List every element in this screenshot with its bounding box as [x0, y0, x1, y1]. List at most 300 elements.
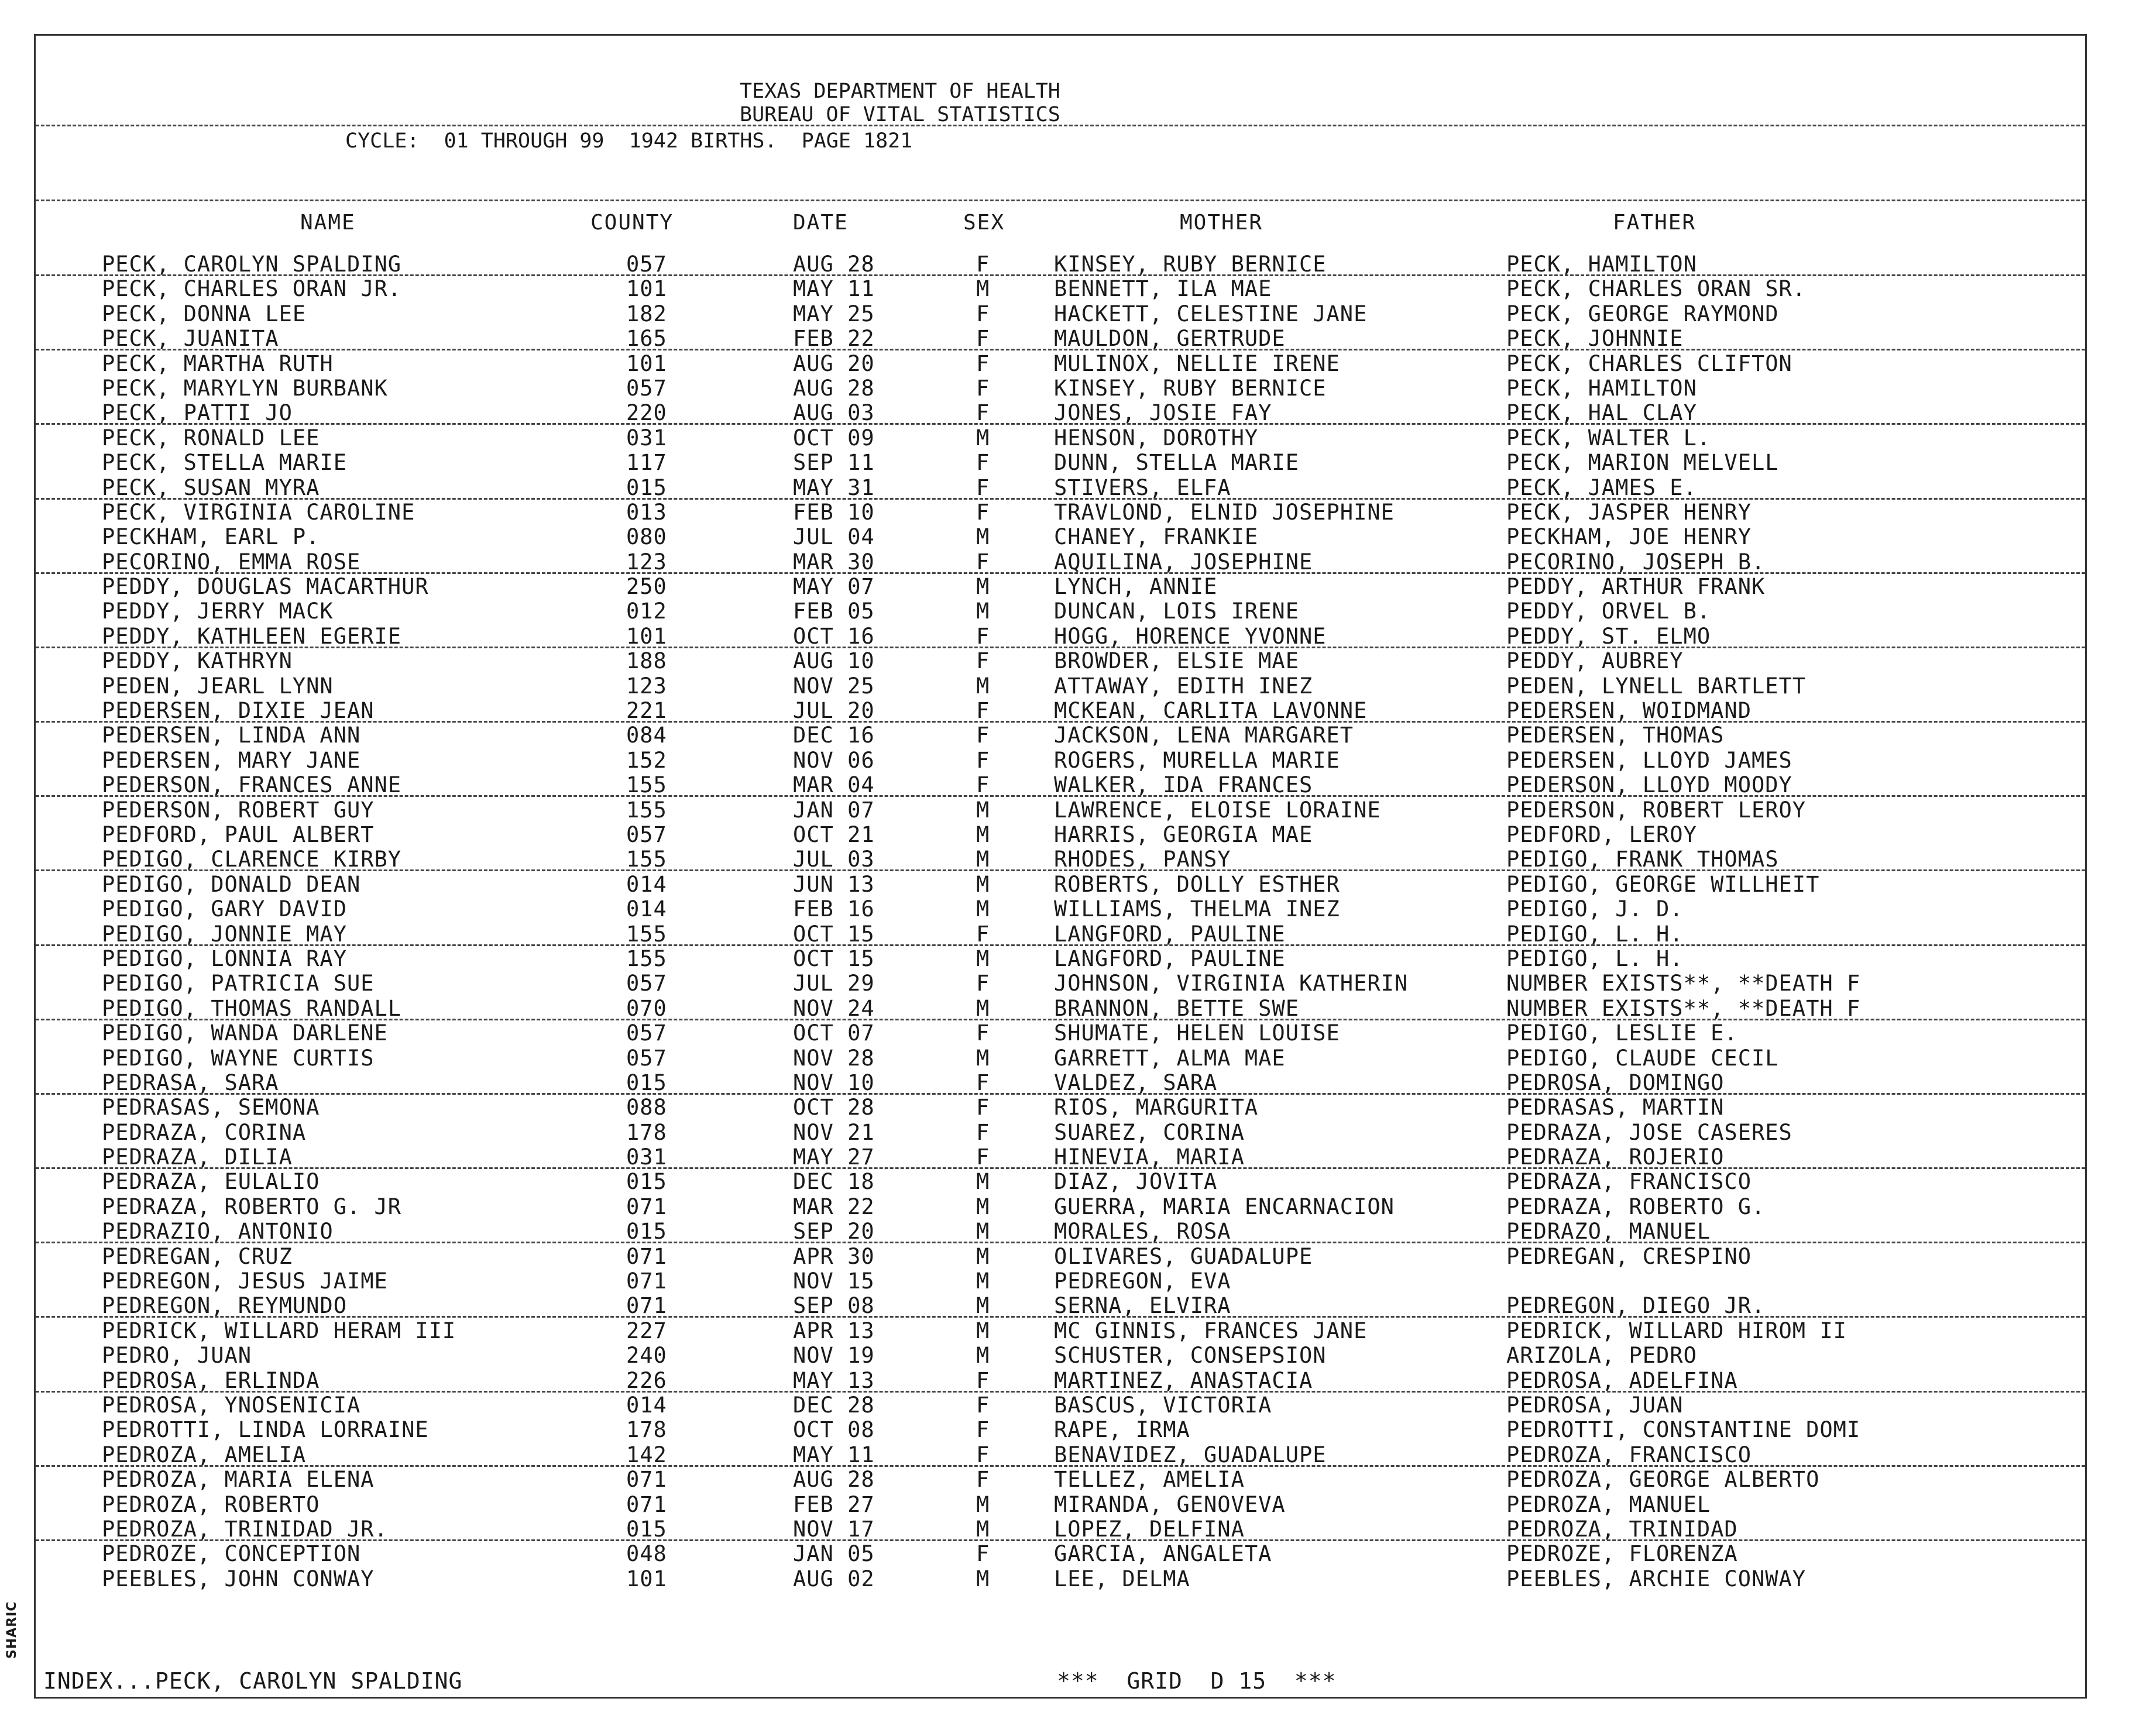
record-mother: BROWDER, ELSIE MAE — [1054, 648, 1299, 674]
record-row — [36, 773, 2085, 797]
record-mother: SCHUSTER, CONSEPSION — [1054, 1343, 1327, 1369]
column-header-rule — [36, 200, 2085, 201]
record-name: PECK, MARTHA RUTH — [102, 350, 334, 376]
record-date: MAY 11 — [793, 1442, 875, 1467]
record-sex: F — [976, 1467, 990, 1493]
record-date: SEP 08 — [793, 1293, 875, 1319]
record-father: PECK, WALTER L. — [1506, 425, 1711, 451]
record-row — [36, 1046, 2085, 1071]
record-mother: RHODES, PANSY — [1054, 847, 1231, 872]
record-mother: VALDEZ, SARA — [1054, 1070, 1218, 1095]
record-county: 155 — [626, 946, 667, 971]
record-father: PEDRASAS, MARTIN — [1506, 1095, 1725, 1120]
record-date: MAR 04 — [793, 772, 875, 798]
record-mother: HENSON, DOROTHY — [1054, 425, 1259, 451]
record-father: PECK, MARION MELVELL — [1506, 450, 1779, 476]
record-mother: HOGG, HORENCE YVONNE — [1054, 623, 1327, 649]
record-name: PECK, JUANITA — [102, 326, 279, 352]
record-mother: MIRANDA, GENOVEVA — [1054, 1491, 1286, 1517]
record-row — [36, 376, 2085, 401]
record-father: PEDIGO, L. H. — [1506, 946, 1684, 971]
record-sex: M — [976, 1318, 990, 1343]
record-father: PECK, JASPER HENRY — [1506, 499, 1752, 525]
record-mother: HARRIS, GEORGIA MAE — [1054, 821, 1313, 847]
record-county: 178 — [626, 1417, 667, 1443]
record-county: 101 — [626, 276, 667, 302]
record-row — [36, 1195, 2085, 1219]
record-county: 057 — [626, 252, 667, 277]
record-county: 015 — [626, 1516, 667, 1542]
record-date: JAN 05 — [793, 1541, 875, 1567]
record-row — [36, 575, 2085, 599]
record-date: OCT 15 — [793, 921, 875, 947]
header-cycle: CYCLE: 01 THROUGH 99 1942 BIRTHS. PAGE 1821 — [345, 129, 913, 153]
column-header-date: DATE — [793, 211, 849, 235]
record-county: 227 — [626, 1318, 667, 1343]
record-county: 015 — [626, 1070, 667, 1095]
record-county: 123 — [626, 549, 667, 575]
record-father: PEDROZE, FLORENZA — [1506, 1541, 1738, 1567]
record-sex: F — [976, 1095, 990, 1120]
record-father: PEDRAZA, ROBERTO G. — [1506, 1194, 1766, 1219]
record-mother: TRAVLOND, ELNID JOSEPHINE — [1054, 499, 1395, 525]
record-county: 057 — [626, 375, 667, 401]
record-sex: M — [976, 995, 990, 1021]
record-name: PEDIGO, WANDA DARLENE — [102, 1020, 388, 1046]
record-sex: F — [976, 400, 990, 426]
record-date: MAY 07 — [793, 574, 875, 600]
record-name: PECK, RONALD LEE — [102, 425, 320, 451]
record-name: PECK, DONNA LEE — [102, 301, 307, 326]
record-sex: M — [976, 524, 990, 550]
record-county: 015 — [626, 1219, 667, 1245]
record-county: 015 — [626, 1169, 667, 1195]
record-sex: F — [976, 1119, 990, 1145]
record-row — [36, 1418, 2085, 1442]
record-name: PEDEN, JEARL LYNN — [102, 673, 334, 699]
record-mother: SUAREZ, CORINA — [1054, 1119, 1245, 1145]
record-mother: LOPEZ, DELFINA — [1054, 1516, 1245, 1542]
record-name: PEDRO, JUAN — [102, 1343, 252, 1369]
record-mother: PEDREGON, EVA — [1054, 1269, 1231, 1294]
record-county: 152 — [626, 747, 667, 773]
record-sex: M — [976, 896, 990, 922]
record-mother: TELLEZ, AMELIA — [1054, 1467, 1245, 1493]
record-row — [36, 1517, 2085, 1542]
record-name: PEDDY, DOUGLAS MACARTHUR — [102, 574, 429, 600]
record-mother: GUERRA, MARIA ENCARNACION — [1054, 1194, 1395, 1219]
record-county: 101 — [626, 350, 667, 376]
record-county: 178 — [626, 1119, 667, 1145]
record-mother: DUNN, STELLA MARIE — [1054, 450, 1299, 476]
record-sex: M — [976, 1169, 990, 1195]
record-county: 071 — [626, 1194, 667, 1219]
document-frame — [34, 34, 2087, 1699]
record-sex: F — [976, 375, 990, 401]
record-mother: RAPE, IRMA — [1054, 1417, 1190, 1443]
record-father: PEDRAZA, ROJERIO — [1506, 1144, 1725, 1170]
record-county: 155 — [626, 921, 667, 947]
record-sex: F — [976, 772, 990, 798]
record-name: PEDRAZA, EULALIO — [102, 1169, 320, 1195]
record-sex: F — [976, 921, 990, 947]
record-father: PEDRAZA, FRANCISCO — [1506, 1169, 1752, 1195]
record-sex: M — [976, 1516, 990, 1542]
record-date: DEC 16 — [793, 723, 875, 748]
record-sex: M — [976, 1269, 990, 1294]
record-row — [36, 847, 2085, 872]
record-father: PEDIGO, LESLIE E. — [1506, 1020, 1738, 1046]
record-name: PECK, VIRGINIA CAROLINE — [102, 499, 415, 525]
column-header-name: NAME — [300, 211, 356, 235]
record-father: PECK, JOHNNIE — [1506, 326, 1684, 352]
record-row — [36, 1443, 2085, 1467]
record-name: PEDIGO, CLARENCE KIRBY — [102, 847, 402, 872]
record-father: PECK, HAL CLAY — [1506, 400, 1697, 426]
record-father: PEDDY, ORVEL B. — [1506, 599, 1711, 624]
record-county: 048 — [626, 1541, 667, 1567]
record-mother: WALKER, IDA FRANCES — [1054, 772, 1313, 798]
record-father: PEDFORD, LEROY — [1506, 821, 1697, 847]
record-father: PECK, JAMES E. — [1506, 475, 1697, 500]
record-mother: HINEVIA, MARIA — [1054, 1144, 1245, 1170]
record-date: AUG 20 — [793, 350, 875, 376]
record-father: PEDRICK, WILLARD HIROM II — [1506, 1318, 1847, 1343]
header-department: TEXAS DEPARTMENT OF HEALTH — [740, 80, 1060, 103]
record-row — [36, 1120, 2085, 1145]
record-father: PECK, GEORGE RAYMOND — [1506, 301, 1779, 326]
record-name: PEDDY, JERRY MACK — [102, 599, 334, 624]
record-mother: SERNA, ELVIRA — [1054, 1293, 1231, 1319]
record-date: MAR 30 — [793, 549, 875, 575]
record-row — [36, 922, 2085, 947]
record-father: PEDREGON, DIEGO JR. — [1506, 1293, 1766, 1319]
record-mother: LAWRENCE, ELOISE LORAINE — [1054, 797, 1381, 823]
record-name: PEDERSEN, DIXIE JEAN — [102, 698, 375, 724]
record-sex: M — [976, 797, 990, 823]
record-father: PEDIGO, L. H. — [1506, 921, 1684, 947]
record-father: NUMBER EXISTS**, **DEATH F — [1506, 995, 1861, 1021]
record-date: NOV 24 — [793, 995, 875, 1021]
record-county: 155 — [626, 847, 667, 872]
record-name: PEDROSA, ERLINDA — [102, 1367, 320, 1393]
record-mother: WILLIAMS, THELMA INEZ — [1054, 896, 1340, 922]
record-name: PEDREGAN, CRUZ — [102, 1243, 293, 1269]
record-sex: F — [976, 1541, 990, 1567]
record-sex: F — [976, 301, 990, 326]
record-father: PEDRAZO, MANUEL — [1506, 1219, 1711, 1245]
record-county: 031 — [626, 425, 667, 451]
record-county: 070 — [626, 995, 667, 1021]
record-sex: F — [976, 723, 990, 748]
record-name: PEDROTTI, LINDA LORRAINE — [102, 1417, 429, 1443]
record-name: PEDIGO, DONALD DEAN — [102, 871, 361, 897]
record-row — [36, 1021, 2085, 1046]
record-name: PEDRAZIO, ANTONIO — [102, 1219, 334, 1245]
record-date: MAR 22 — [793, 1194, 875, 1219]
record-row — [36, 401, 2085, 425]
record-father: PECK, HAMILTON — [1506, 252, 1697, 277]
record-sex: F — [976, 747, 990, 773]
record-row — [36, 872, 2085, 897]
header-rule — [36, 125, 2085, 126]
record-date: SEP 20 — [793, 1219, 875, 1245]
record-sex: M — [976, 1491, 990, 1517]
record-date: OCT 08 — [793, 1417, 875, 1443]
record-date: JUN 13 — [793, 871, 875, 897]
record-sex: M — [976, 1566, 990, 1591]
record-sex: M — [976, 599, 990, 624]
record-sex: F — [976, 499, 990, 525]
record-father: PECK, HAMILTON — [1506, 375, 1697, 401]
record-name: PEDIGO, JONNIE MAY — [102, 921, 347, 947]
record-row — [36, 674, 2085, 699]
record-mother: SHUMATE, HELEN LOUISE — [1054, 1020, 1340, 1046]
record-mother: JONES, JOSIE FAY — [1054, 400, 1272, 426]
record-name: PEDROSA, YNOSENICIA — [102, 1392, 361, 1418]
record-date: AUG 28 — [793, 1467, 875, 1493]
record-name: PEDERSEN, LINDA ANN — [102, 723, 361, 748]
record-name: PECK, PATTI JO — [102, 400, 293, 426]
record-row — [36, 1245, 2085, 1269]
record-father: PEDERSEN, WOIDMAND — [1506, 698, 1752, 724]
record-county: 117 — [626, 450, 667, 476]
record-father: PEDROSA, DOMINGO — [1506, 1070, 1725, 1095]
record-county: 155 — [626, 772, 667, 798]
record-name: PEDDY, KATHLEEN EGERIE — [102, 623, 402, 649]
record-mother: KINSEY, RUBY BERNICE — [1054, 252, 1327, 277]
record-county: 221 — [626, 698, 667, 724]
record-row — [36, 352, 2085, 376]
record-name: PEDRAZA, CORINA — [102, 1119, 307, 1145]
column-header-county: COUNTY — [590, 211, 674, 235]
record-county: 250 — [626, 574, 667, 600]
record-mother: BASCUS, VICTORIA — [1054, 1392, 1272, 1418]
record-row — [36, 525, 2085, 549]
record-name: PEDRASAS, SEMONA — [102, 1095, 320, 1120]
record-date: AUG 28 — [793, 375, 875, 401]
record-row — [36, 1343, 2085, 1368]
record-county: 101 — [626, 1566, 667, 1591]
record-date: SEP 11 — [793, 450, 875, 476]
record-sex: M — [976, 946, 990, 971]
record-mother: MC GINNIS, FRANCES JANE — [1054, 1318, 1368, 1343]
record-row — [36, 451, 2085, 475]
record-date: NOV 28 — [793, 1045, 875, 1071]
record-date: FEB 05 — [793, 599, 875, 624]
record-date: MAY 13 — [793, 1367, 875, 1393]
record-row — [36, 500, 2085, 525]
record-name: PEDROZE, CONCEPTION — [102, 1541, 361, 1567]
record-name: PECKHAM, EARL P. — [102, 524, 320, 550]
record-row — [36, 599, 2085, 624]
record-row — [36, 1095, 2085, 1120]
record-mother: MCKEAN, CARLITA LAVONNE — [1054, 698, 1368, 724]
record-date: OCT 28 — [793, 1095, 875, 1120]
record-mother: GARCIA, ANGALETA — [1054, 1541, 1272, 1567]
record-sex: F — [976, 475, 990, 500]
record-mother: ROGERS, MURELLA MARIE — [1054, 747, 1340, 773]
record-date: NOV 15 — [793, 1269, 875, 1294]
record-date: APR 13 — [793, 1318, 875, 1343]
record-father: PEDIGO, GEORGE WILLHEIT — [1506, 871, 1820, 897]
record-mother: MORALES, ROSA — [1054, 1219, 1231, 1245]
record-name: PECK, MARYLYN BURBANK — [102, 375, 388, 401]
record-date: AUG 03 — [793, 400, 875, 426]
record-row — [36, 723, 2085, 748]
record-date: FEB 22 — [793, 326, 875, 352]
record-row — [36, 476, 2085, 500]
record-sex: F — [976, 1417, 990, 1443]
record-name: PEEBLES, JOHN CONWAY — [102, 1566, 375, 1591]
record-row — [36, 1393, 2085, 1418]
record-name: PEDERSON, ROBERT GUY — [102, 797, 375, 823]
record-county: 088 — [626, 1095, 667, 1120]
record-row — [36, 1369, 2085, 1393]
record-row — [36, 649, 2085, 673]
record-row — [36, 252, 2085, 277]
footer-index: INDEX...PECK, CAROLYN SPALDING — [43, 1668, 463, 1694]
record-father: PEDDY, AUBREY — [1506, 648, 1684, 674]
record-sex: M — [976, 1194, 990, 1219]
record-sex: M — [976, 673, 990, 699]
record-county: 182 — [626, 301, 667, 326]
record-mother: ATTAWAY, EDITH INEZ — [1054, 673, 1313, 699]
record-county: 014 — [626, 1392, 667, 1418]
record-name: PEDIGO, GARY DAVID — [102, 896, 347, 922]
record-county: 188 — [626, 648, 667, 674]
record-sex: F — [976, 1070, 990, 1095]
record-row — [36, 326, 2085, 351]
record-county: 123 — [626, 673, 667, 699]
record-mother: BENAVIDEZ, GUADALUPE — [1054, 1442, 1327, 1467]
record-mother: CHANEY, FRANKIE — [1054, 524, 1259, 550]
record-father: PEDRAZA, JOSE CASERES — [1506, 1119, 1792, 1145]
record-row — [36, 823, 2085, 847]
record-father: PECORINO, JOSEPH B. — [1506, 549, 1766, 575]
record-mother: LYNCH, ANNIE — [1054, 574, 1218, 600]
record-county: 071 — [626, 1243, 667, 1269]
record-sex: F — [976, 623, 990, 649]
record-father: PEEBLES, ARCHIE CONWAY — [1506, 1566, 1807, 1591]
record-father: PEDIGO, FRANK THOMAS — [1506, 847, 1779, 872]
record-father: PEDERSON, ROBERT LEROY — [1506, 797, 1807, 823]
record-mother: MAULDON, GERTRUDE — [1054, 326, 1286, 352]
record-county: 014 — [626, 871, 667, 897]
record-mother: ROBERTS, DOLLY ESTHER — [1054, 871, 1340, 897]
record-mother: KINSEY, RUBY BERNICE — [1054, 375, 1327, 401]
record-row — [36, 1219, 2085, 1244]
record-father: PEDREGAN, CRESPINO — [1506, 1243, 1752, 1269]
record-name: PEDROZA, ROBERTO — [102, 1491, 320, 1517]
record-name: PEDRAZA, DILIA — [102, 1144, 293, 1170]
record-name: PEDREGON, REYMUNDO — [102, 1293, 347, 1319]
header-bureau: BUREAU OF VITAL STATISTICS — [740, 103, 1060, 126]
record-name: PEDIGO, PATRICIA SUE — [102, 971, 375, 996]
record-row — [36, 550, 2085, 575]
record-name: PECK, CAROLYN SPALDING — [102, 252, 402, 277]
record-date: JUL 03 — [793, 847, 875, 872]
record-name: PECK, SUSAN MYRA — [102, 475, 320, 500]
record-county: 057 — [626, 1020, 667, 1046]
record-row — [36, 996, 2085, 1021]
record-row — [36, 971, 2085, 996]
records-list — [36, 252, 2085, 1591]
record-sex: F — [976, 648, 990, 674]
record-county: 057 — [626, 971, 667, 996]
record-row — [36, 699, 2085, 723]
record-date: OCT 09 — [793, 425, 875, 451]
record-name: PECK, STELLA MARIE — [102, 450, 347, 476]
record-date: APR 30 — [793, 1243, 875, 1269]
record-date: OCT 15 — [793, 946, 875, 971]
record-mother: DIAZ, JOVITA — [1054, 1169, 1218, 1195]
record-name: PEDERSEN, MARY JANE — [102, 747, 361, 773]
record-county: 155 — [626, 797, 667, 823]
record-mother: MARTINEZ, ANASTACIA — [1054, 1367, 1313, 1393]
record-mother: BENNETT, ILA MAE — [1054, 276, 1272, 302]
record-date: FEB 10 — [793, 499, 875, 525]
record-mother: HACKETT, CELESTINE JANE — [1054, 301, 1368, 326]
record-row — [36, 798, 2085, 823]
record-date: OCT 07 — [793, 1020, 875, 1046]
record-father: NUMBER EXISTS**, **DEATH F — [1506, 971, 1861, 996]
record-row — [36, 1294, 2085, 1318]
record-sex: M — [976, 1243, 990, 1269]
record-date: OCT 21 — [793, 821, 875, 847]
record-father: PEDDY, ST. ELMO — [1506, 623, 1711, 649]
record-row — [36, 624, 2085, 649]
record-row — [36, 1467, 2085, 1492]
record-row — [36, 1145, 2085, 1170]
record-date: AUG 28 — [793, 252, 875, 277]
record-county: 013 — [626, 499, 667, 525]
record-father: PEDROSA, ADELFINA — [1506, 1367, 1738, 1393]
record-mother: STIVERS, ELFA — [1054, 475, 1231, 500]
record-row — [36, 1319, 2085, 1343]
side-label: SHARIC — [5, 1601, 19, 1659]
record-row — [36, 426, 2085, 451]
record-name: PECK, CHARLES ORAN JR. — [102, 276, 402, 302]
record-mother: LANGFORD, PAULINE — [1054, 946, 1286, 971]
record-row — [36, 748, 2085, 773]
record-county: 071 — [626, 1269, 667, 1294]
record-sex: F — [976, 1144, 990, 1170]
record-father: PEDERSON, LLOYD MOODY — [1506, 772, 1792, 798]
record-father: PEDROZA, TRINIDAD — [1506, 1516, 1738, 1542]
record-father: ARIZOLA, PEDRO — [1506, 1343, 1697, 1369]
column-header-father: FATHER — [1613, 211, 1697, 235]
record-father: PEDROSA, JUAN — [1506, 1392, 1684, 1418]
record-name: PEDRAZA, ROBERTO G. JR — [102, 1194, 402, 1219]
record-sex: M — [976, 276, 990, 302]
record-sex: M — [976, 847, 990, 872]
record-name: PEDREGON, JESUS JAIME — [102, 1269, 388, 1294]
record-date: AUG 02 — [793, 1566, 875, 1591]
record-county: 057 — [626, 1045, 667, 1071]
record-sex: F — [976, 252, 990, 277]
record-father: PECKHAM, JOE HENRY — [1506, 524, 1752, 550]
record-sex: M — [976, 1293, 990, 1319]
record-date: NOV 06 — [793, 747, 875, 773]
record-name: PEDROZA, TRINIDAD JR. — [102, 1516, 388, 1542]
record-date: NOV 21 — [793, 1119, 875, 1145]
record-father: PEDROZA, FRANCISCO — [1506, 1442, 1752, 1467]
record-mother: JACKSON, LENA MARGARET — [1054, 723, 1354, 748]
record-father: PEDEN, LYNELL BARTLETT — [1506, 673, 1807, 699]
record-county: 101 — [626, 623, 667, 649]
record-county: 142 — [626, 1442, 667, 1467]
